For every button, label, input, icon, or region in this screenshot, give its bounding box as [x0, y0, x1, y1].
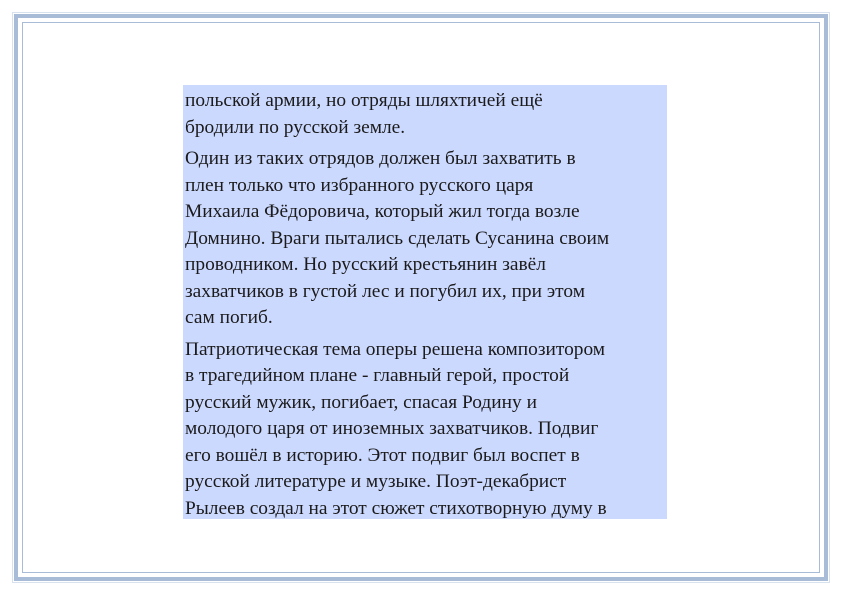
- paragraph-2: [185, 146, 665, 332]
- text-line: захватчиков в густой лес и погубил их, при этом: [185, 280, 585, 302]
- text-line: бродили по русской земле.: [185, 116, 406, 138]
- text-box: [183, 85, 667, 519]
- text-line: русский мужик, погибает, спасая Родину и: [185, 391, 537, 413]
- text-line: сам погиб.: [185, 307, 273, 328]
- text-line: Михаила Фёдоровича, который жил тогда возле: [185, 201, 580, 222]
- text-line: польской армии, но отряды шляхтичей ещё: [185, 90, 543, 111]
- paragraph-3: [185, 337, 665, 520]
- text-line: в трагедийном плане - главный герой, простой: [185, 365, 570, 386]
- text-line: проводником. Но русский крестьянин завёл: [185, 254, 546, 275]
- text-line: Домнино. Враги пытались сделать Сусанина своим: [185, 227, 610, 249]
- text-line: Рылеев создал на этот сюжет стихотворную думу в: [185, 497, 607, 519]
- text-line: Один из таких отрядов должен был захватить в: [185, 148, 576, 169]
- text-line: его вошёл в историю. Этот подвиг был воспет в: [185, 444, 580, 466]
- text-line: Патриотическая тема оперы решена композитором: [185, 338, 606, 360]
- text-line: плен только что избранного русского царя: [185, 174, 534, 196]
- text-line: русской литературе и музыке. Поэт-декабрист: [185, 471, 567, 492]
- paragraph-1: [185, 88, 665, 141]
- text-line: молодого царя от иноземных захватчиков. Подвиг: [185, 418, 599, 439]
